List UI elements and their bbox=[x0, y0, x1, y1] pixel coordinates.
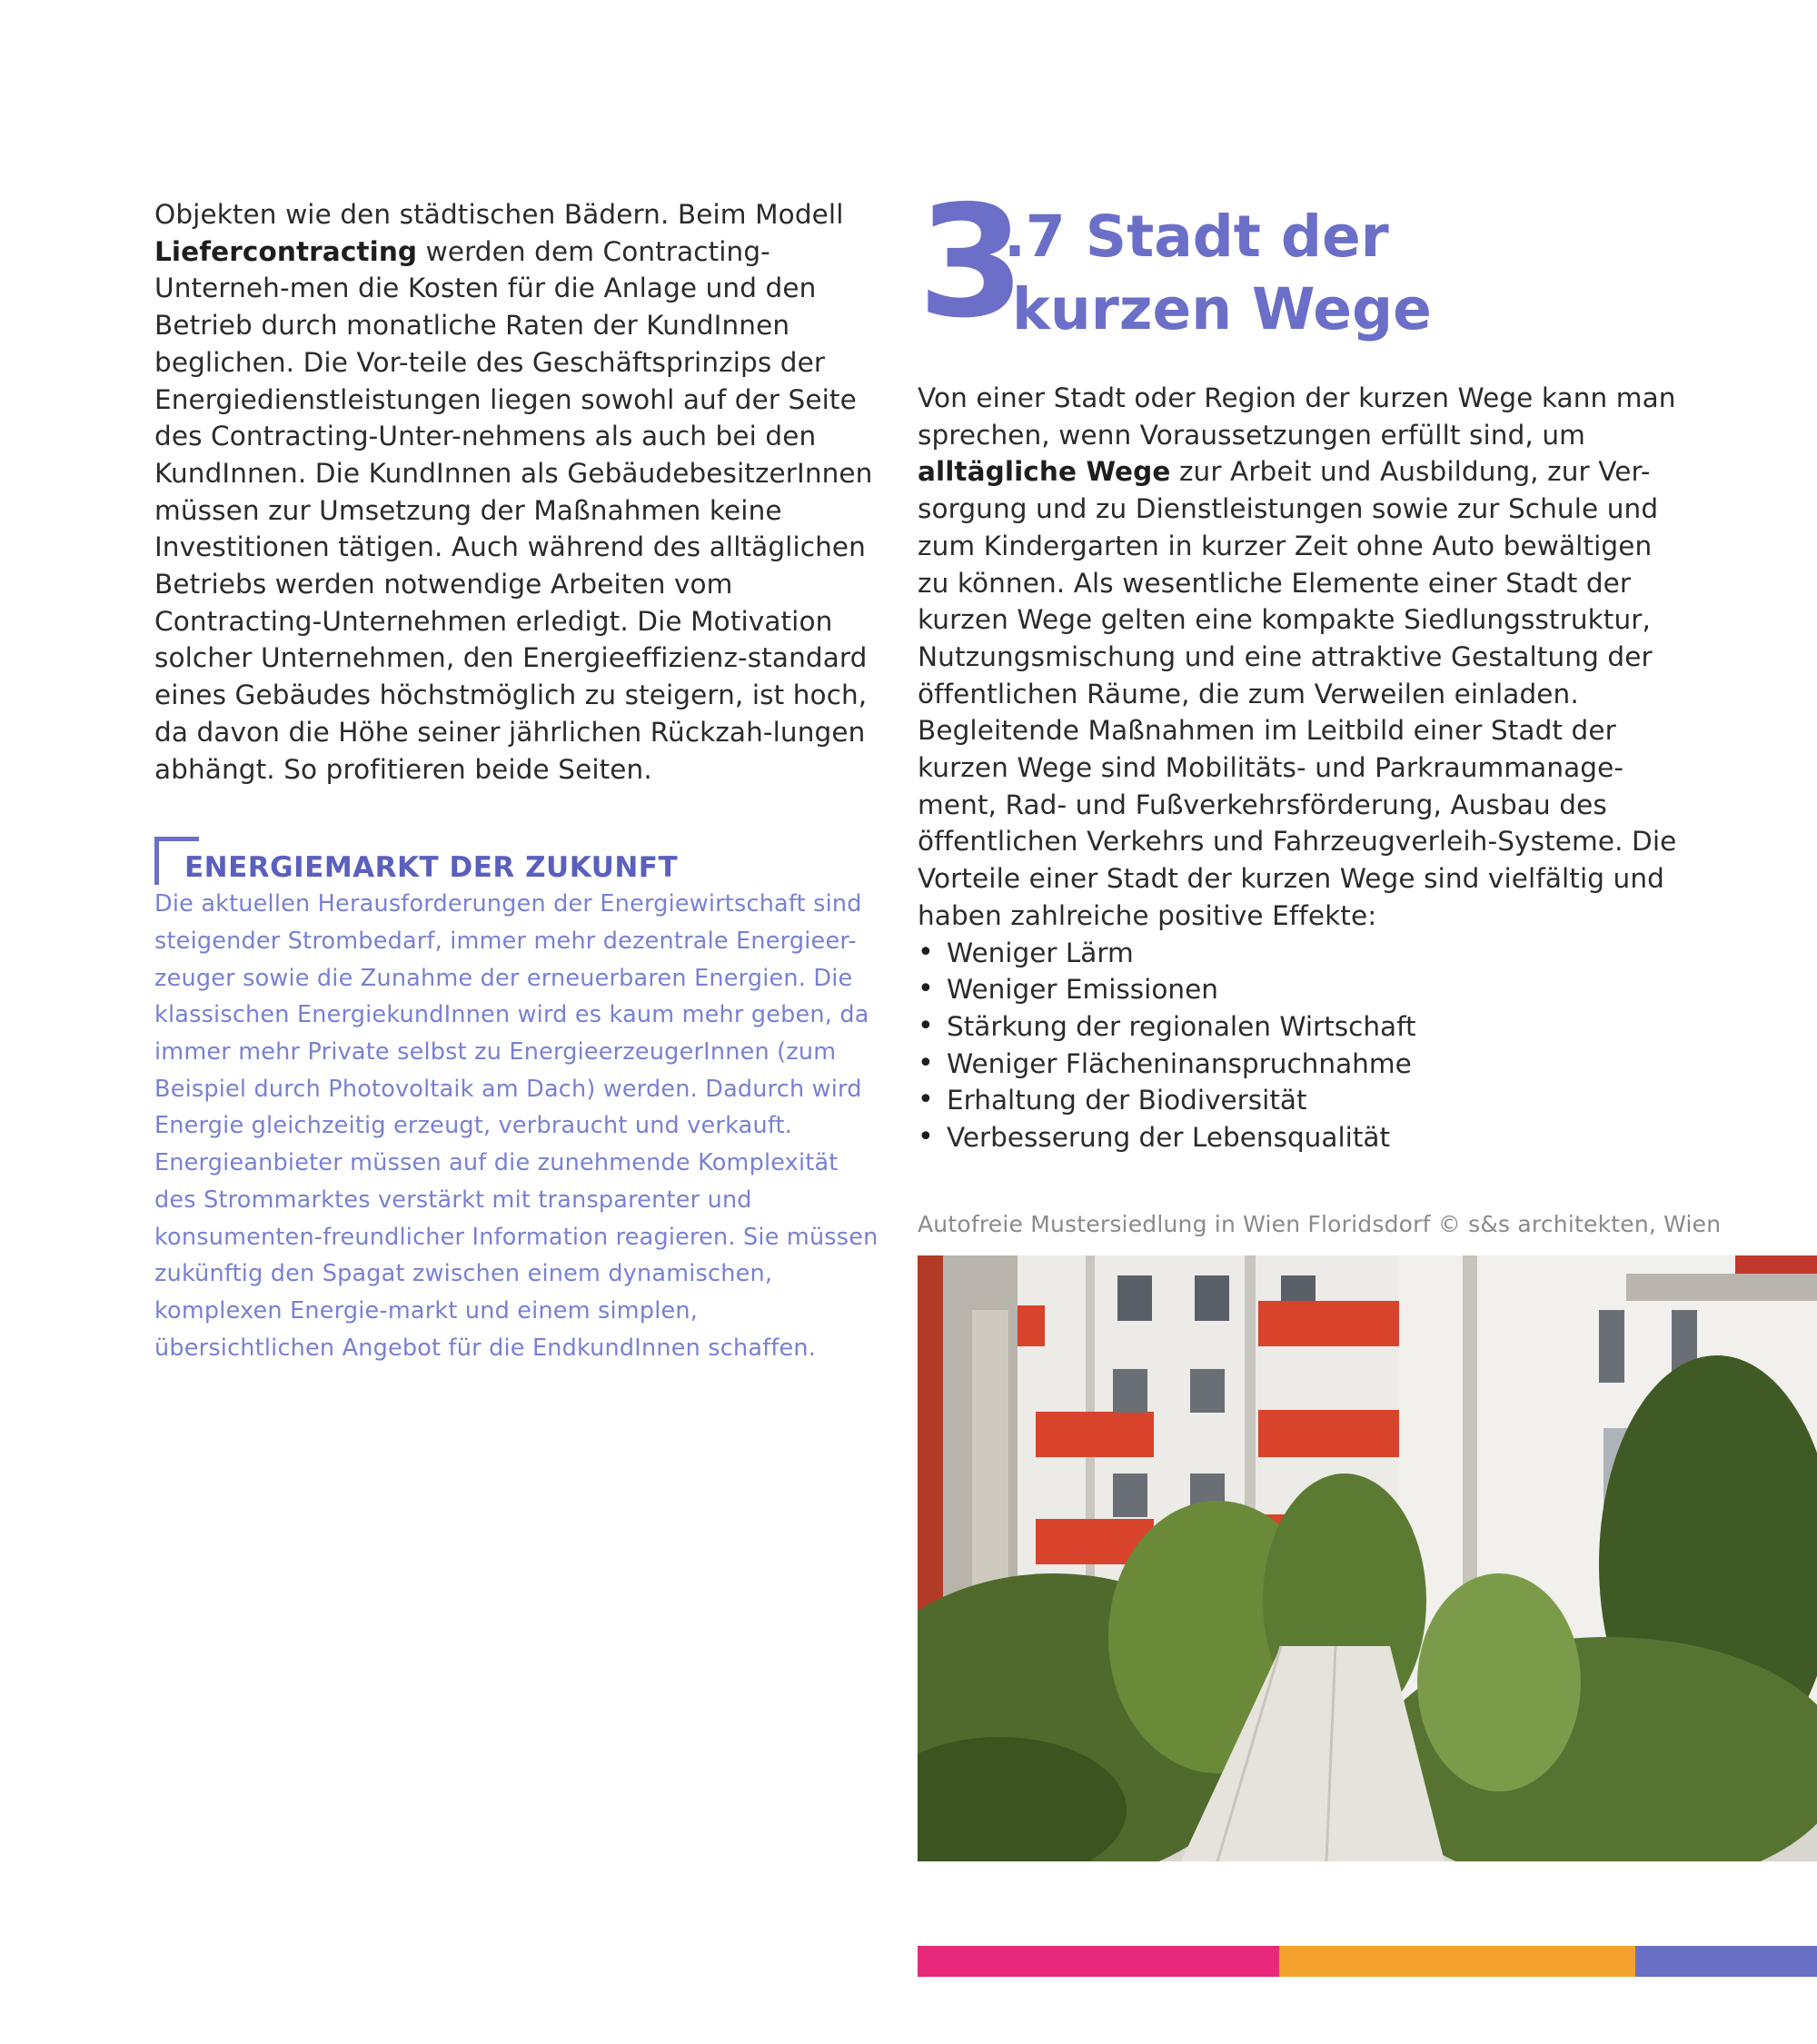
list-item: • Weniger Emissionen bbox=[918, 971, 1690, 1008]
info-box-header bbox=[154, 837, 881, 886]
section-title-line2: kurzen Wege bbox=[1012, 276, 1432, 342]
section-title-line1: .7 Stadt der bbox=[1004, 203, 1389, 270]
alltaegliche-wege-bold: alltägliche Wege bbox=[918, 456, 1171, 488]
color-bar-blue bbox=[1635, 1946, 1817, 1977]
info-box-text: Die aktuellen Herausforderungen der Energiewirtschaft sind steigender Strombedarf, immer mehr dezentrale Energieer-zeuger sowie die Zunahme der erneuerbaren Energien. Die klassischen EnergiekundInnen wird es kaum mehr geben, da immer mehr Private selbst zu EnergieerzeugerInnen (zum Beispiel durch Photovoltaik am Dach) werden. Dadurch wird Energie gleichzeitig erzeugt, verbraucht und verkauft. Energieanbieter müssen auf die zunehmende Komplexität des Strommarktes verstärkt mit transparenter und konsumenten-freundlicher Information reagieren. Sie müssen zukünftig den Spagat zwischen einem dynamischen, komplexen Energie-markt und einem simplen, übersichtlichen Angebot für die EndkundInnen schaffen. bbox=[154, 890, 879, 1362]
photo-caption: Autofreie Mustersiedlung in Wien Floridsdorf © s&s architekten, Wien bbox=[918, 1211, 1722, 1237]
list-item: • Verbesserung der Lebensqualität bbox=[918, 1119, 1690, 1156]
left-paragraph-rest: werden dem Contracting-Unterneh-men die Kosten für die Anlage und den Betrieb durch monatliche Raten der KundInnen beglichen. Die Vor-teile des Geschäftsprinzips der Energiedienstleistungen liegen sowohl auf der Seite des Contracting-Unter-nehmens als auch bei den KundInnen. Die KundInnen als GebäudebesitzerInnen müssen zur Umsetzung der Maßnahmen keine Investitionen tätigen. Auch während des alltäglichen Betriebs werden notwendige Arbeiten vom Contracting-Unternehmen erledigt. Die Motivation solcher Unternehmen, den Energieeffizienz-standard eines Gebäudes höchstmöglich zu steigern, ist hoch, da davon die Höhe seiner jährlichen Rückzah-lungen abhängt. So profitieren beide Seiten. bbox=[154, 235, 873, 785]
right-paragraph-rest: zur Arbeit und Ausbildung, zur Ver-sorgung und zu Dienstleistungen sowie zur Schule und zum Kindergarten in kurzer Zeit ohne Auto bewältigen zu können. Als wesentliche Elemente einer Stadt der kurzen Wege gelten eine kompakte Siedlungsstruktur, Nutzungsmischung und eine attraktive Gestaltung der öffentlichen Räume, die zum Verweilen einladen. Begleitende Maßnahmen im Leitbild einer Stadt der kurzen Wege sind Mobilitäts- und Parkraummanage-ment, Rad- und Fußverkehrsförderung, Ausbau des öffentlichen Verkehrs und Fahrzeugverleih-Systeme. Die Vorteile einer Stadt der kurzen Wege sind vielfältig und haben zahlreiche positive Effekte: bbox=[918, 456, 1677, 931]
section-number: 3 bbox=[918, 173, 1026, 352]
list-item: • Stärkung der regionalen Wirtschaft bbox=[918, 1008, 1690, 1046]
color-bar-pink bbox=[918, 1946, 1279, 1977]
left-column bbox=[154, 196, 881, 1366]
list-item: • Erhaltung der Biodiversität bbox=[918, 1082, 1690, 1119]
left-paragraph bbox=[154, 196, 881, 788]
effects-list bbox=[918, 935, 1690, 1156]
color-bar-orange bbox=[1279, 1946, 1635, 1977]
left-paragraph-intro: Objekten wie den städtischen Bädern. Beim Modell bbox=[154, 199, 844, 230]
info-box-title: ENERGIEMARKT DER ZUKUNFT bbox=[184, 851, 679, 885]
right-column bbox=[918, 173, 1690, 1156]
right-paragraph bbox=[918, 380, 1690, 935]
housing-photo bbox=[918, 1255, 1817, 1861]
right-paragraph-intro: Von einer Stadt oder Region der kurzen Wege kann man sprechen, wenn Voraussetzungen erfüllt sind, um bbox=[918, 382, 1676, 451]
list-item: • Weniger Lärm bbox=[918, 935, 1690, 972]
section-heading bbox=[918, 173, 1690, 352]
liefercontracting-bold: Liefercontracting bbox=[154, 235, 418, 267]
housing-photo-illustration bbox=[918, 1255, 1817, 1861]
bracket-icon bbox=[154, 837, 199, 885]
list-item: • Weniger Flächeninanspruchnahme bbox=[918, 1046, 1690, 1083]
